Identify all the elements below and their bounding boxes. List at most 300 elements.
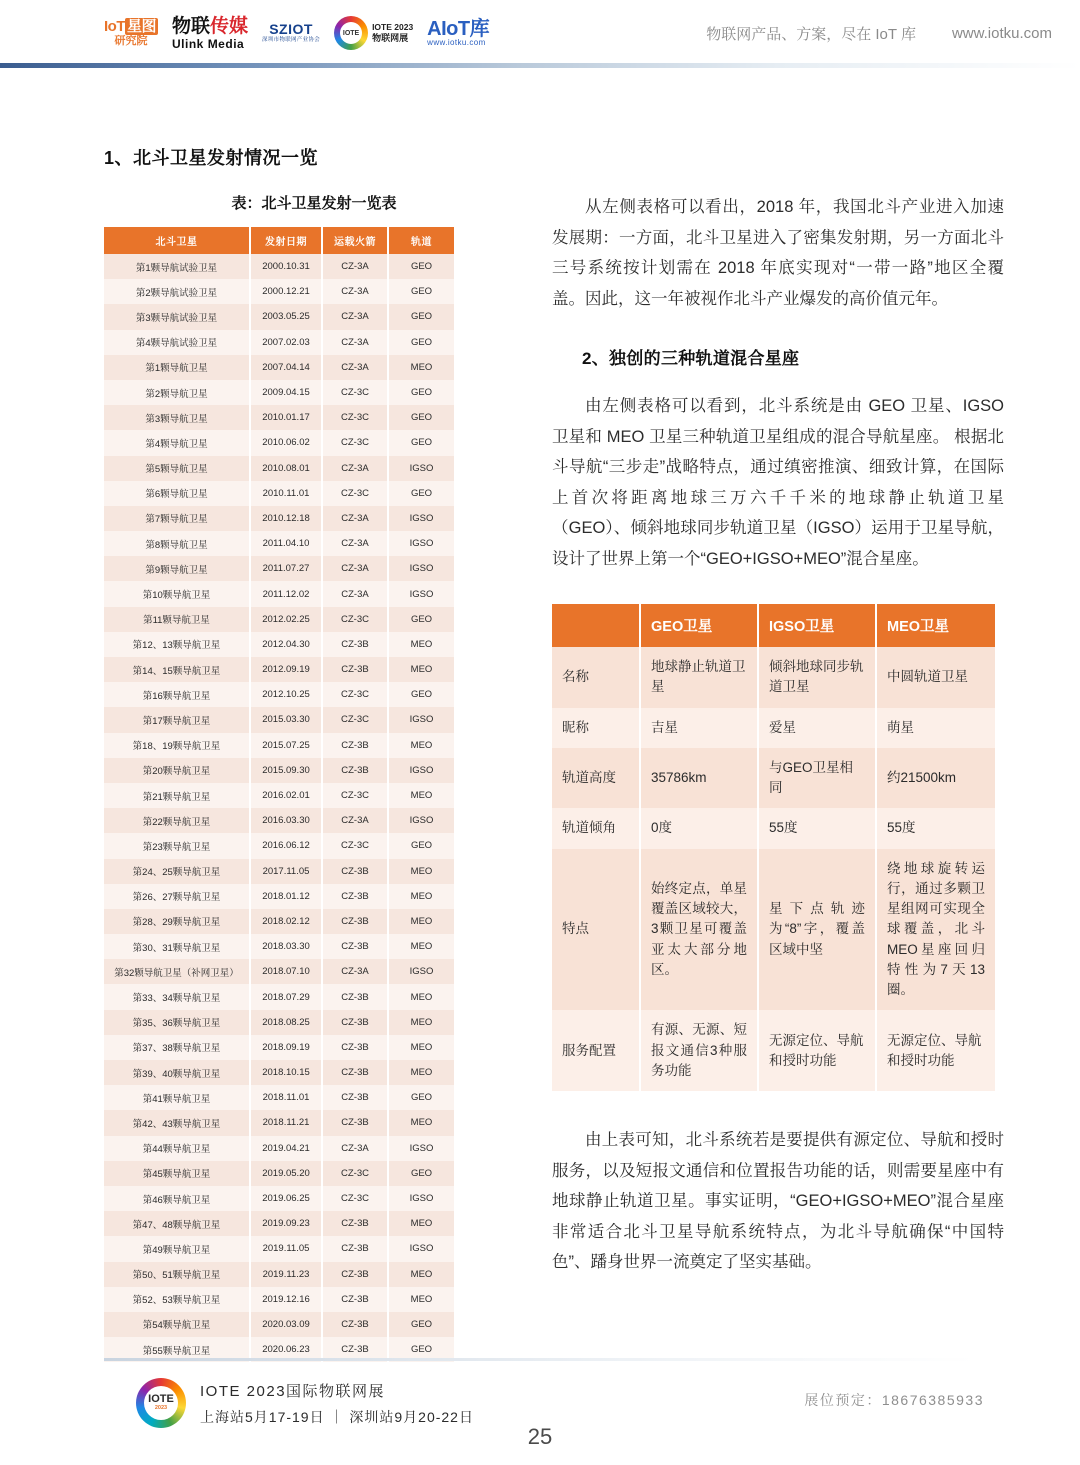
footer-logo-text: IOTE: [148, 1393, 174, 1406]
cell-orbit: GEO: [388, 1085, 454, 1110]
cell-date: 2018.07.10: [250, 959, 322, 984]
partner-logo-strip: [104, 10, 489, 56]
compare-row-label: 昵称: [552, 708, 640, 748]
cell-orbit: GEO: [388, 1161, 454, 1186]
cell-orbit: GEO: [388, 380, 454, 405]
cell-orbit: GEO: [388, 405, 454, 430]
iote-footer-logo-icon: [136, 1378, 186, 1428]
footer-booking-contact: 展位预定：18676385933: [804, 1392, 984, 1408]
cell-date: 2019.05.20: [250, 1161, 322, 1186]
cell-date: 2018.07.29: [250, 984, 322, 1009]
cell-date: 2016.03.30: [250, 808, 322, 833]
cell-satellite: 第10颗导航卫星: [104, 581, 250, 606]
cell-rocket: CZ-3B: [322, 657, 388, 682]
cell-rocket: CZ-3C: [322, 1186, 388, 1211]
cell-date: 2010.12.18: [250, 506, 322, 531]
cell-satellite: 第23颗导航卫星: [104, 833, 250, 858]
cell-rocket: CZ-3B: [322, 1236, 388, 1261]
cell-satellite: 第52、53颗导航卫星: [104, 1287, 250, 1312]
launch-col-date: 发射日期: [250, 227, 322, 254]
cell-orbit: MEO: [388, 934, 454, 959]
cell-rocket: CZ-3A: [322, 1136, 388, 1161]
cell-date: 2018.02.12: [250, 909, 322, 934]
compare-table-row: [552, 748, 995, 809]
beidou-launch-table: [104, 227, 454, 1362]
cell-rocket: CZ-3C: [322, 430, 388, 455]
cell-date: 2007.04.14: [250, 355, 322, 380]
paragraph-3: 由上表可知，北斗系统若是要提供有源定位、导航和授时服务，以及短报文通信和位置报告功能的话，则需要星座中有地球静止轨道卫星。事实证明，“GEO+IGSO+MEO”混合星座非常适合北斗卫星导航系统特点，为北斗导航确保“中国特色”、蹯身世界一流奠定了坚实基础。: [552, 1131, 1004, 1272]
cell-satellite: 第1颗导航卫星: [104, 355, 250, 380]
aiot-ku-logo: [427, 19, 489, 47]
cell-orbit: MEO: [388, 657, 454, 682]
cell-satellite: 第32颗导航卫星（补网卫星）: [104, 959, 250, 984]
cell-orbit: IGSO: [388, 959, 454, 984]
aiot-ku-logo-url: www.iotku.com: [427, 38, 486, 47]
compare-col-meo: MEO卫星: [876, 604, 995, 647]
cell-date: 2015.03.30: [250, 707, 322, 732]
cell-date: 2019.04.21: [250, 1136, 322, 1161]
cell-satellite: 第26、27颗导航卫星: [104, 884, 250, 909]
table-row: [104, 682, 454, 707]
cell-rocket: CZ-3B: [322, 1312, 388, 1337]
cell-orbit: GEO: [388, 304, 454, 329]
cell-orbit: IGSO: [388, 1186, 454, 1211]
table-row: [104, 909, 454, 934]
cell-satellite: 第33、34颗导航卫星: [104, 984, 250, 1009]
table-row: [104, 1211, 454, 1236]
table-row: [104, 808, 454, 833]
cell-rocket: CZ-3B: [322, 1211, 388, 1236]
compare-table-row: [552, 1010, 995, 1091]
cell-orbit: IGSO: [388, 1236, 454, 1261]
compare-row-label: 服务配置: [552, 1010, 640, 1091]
cell-date: 2011.07.27: [250, 556, 322, 581]
cell-rocket: CZ-3B: [322, 758, 388, 783]
cell-satellite: 第49颗导航卫星: [104, 1236, 250, 1261]
cell-orbit: IGSO: [388, 506, 454, 531]
cell-date: 2010.11.01: [250, 481, 322, 506]
cell-date: 2018.09.19: [250, 1035, 322, 1060]
cell-satellite: 第12、13颗导航卫星: [104, 632, 250, 657]
cell-rocket: CZ-3B: [322, 1287, 388, 1312]
cell-rocket: CZ-3B: [322, 984, 388, 1009]
table-row: [104, 1312, 454, 1337]
cell-satellite: 第44颗导航卫星: [104, 1136, 250, 1161]
header-tagline-group: [706, 23, 1052, 44]
cell-satellite: 第17颗导航卫星: [104, 707, 250, 732]
cell-rocket: CZ-3B: [322, 1010, 388, 1035]
cell-orbit: MEO: [388, 1110, 454, 1135]
cell-orbit: IGSO: [388, 556, 454, 581]
paragraph-1: 从左侧表格可以看出，2018 年，我国北斗产业进入加速发展期：一方面，北斗卫星进入了密集发射期，另一方面北斗三号系统按计划需在 2018 年底实现对“一带一路”地区全覆盖。因此，这一年被视作北斗产业爆发的高价值元年。: [552, 198, 1004, 308]
cell-satellite: 第54颗导航卫星: [104, 1312, 250, 1337]
aiot-tuku-logo-text-b: 星图: [127, 18, 157, 35]
iote-logo-line1: IOTE 2023: [372, 21, 414, 32]
sziot-logo: [262, 22, 320, 44]
compare-table-row: [552, 808, 995, 848]
cell-rocket: CZ-3C: [322, 707, 388, 732]
cell-orbit: GEO: [388, 682, 454, 707]
aiot-tuku-logo: [104, 19, 158, 47]
cell-satellite: 第16颗导航卫星: [104, 682, 250, 707]
two-column-layout: [0, 192, 1080, 1362]
ulink-logo-text-a: 物联: [172, 15, 211, 37]
footer-event-name: IOTE 2023国际物联网展: [200, 1382, 386, 1400]
footer-logo-year: 2023: [154, 1405, 168, 1412]
cell-date: 2018.03.30: [250, 934, 322, 959]
cell-satellite: 第55颗导航卫星: [104, 1337, 250, 1362]
cell-date: 2016.02.01: [250, 783, 322, 808]
cell-date: 2012.10.25: [250, 682, 322, 707]
cell-date: 2010.08.01: [250, 456, 322, 481]
table-row: [104, 707, 454, 732]
cell-rocket: CZ-3B: [322, 632, 388, 657]
table-row: [104, 984, 454, 1009]
compare-cell-igso: 与GEO卫星相同: [758, 748, 876, 809]
cell-date: 2018.08.25: [250, 1010, 322, 1035]
cell-orbit: GEO: [388, 1312, 454, 1337]
iote-rainbow-ring-icon: [334, 16, 368, 50]
compare-col-geo: GEO卫星: [640, 604, 758, 647]
cell-date: 2018.11.21: [250, 1110, 322, 1135]
compare-row-label: 轨道倾角: [552, 808, 640, 848]
cell-orbit: MEO: [388, 783, 454, 808]
table-row: [104, 1161, 454, 1186]
cell-orbit: IGSO: [388, 758, 454, 783]
cell-rocket: CZ-3A: [322, 304, 388, 329]
cell-rocket: CZ-3C: [322, 1161, 388, 1186]
cell-rocket: CZ-3B: [322, 1035, 388, 1060]
table-row: [104, 1035, 454, 1060]
cell-satellite: 第4颗导航卫星: [104, 430, 250, 455]
cell-orbit: IGSO: [388, 581, 454, 606]
left-column: [104, 192, 524, 1362]
table-row: [104, 783, 454, 808]
table-row: [104, 733, 454, 758]
cell-satellite: 第4颗导航试验卫星: [104, 330, 250, 355]
ulink-logo-text-b: 传媒: [210, 15, 249, 37]
table-row: [104, 1136, 454, 1161]
cell-satellite: 第3颗导航试验卫星: [104, 304, 250, 329]
cell-orbit: IGSO: [388, 808, 454, 833]
sziot-logo-mark: SZIOT: [269, 21, 313, 38]
cell-rocket: CZ-3C: [322, 682, 388, 707]
cell-satellite: 第45颗导航卫星: [104, 1161, 250, 1186]
cell-satellite: 第18、19颗导航卫星: [104, 733, 250, 758]
cell-date: 2017.11.05: [250, 859, 322, 884]
launch-table-caption: 表：北斗卫星发射一览表: [231, 195, 397, 212]
table-row: [104, 632, 454, 657]
cell-orbit: IGSO: [388, 456, 454, 481]
iote-ring-text: IOTE: [342, 29, 360, 37]
table-row: [104, 1186, 454, 1211]
cell-rocket: CZ-3A: [322, 456, 388, 481]
cell-rocket: CZ-3C: [322, 380, 388, 405]
cell-date: 2003.05.25: [250, 304, 322, 329]
cell-satellite: 第6颗导航卫星: [104, 481, 250, 506]
compare-cell-meo: 萌星: [876, 708, 995, 748]
cell-date: 2018.10.15: [250, 1060, 322, 1085]
cell-satellite: 第37、38颗导航卫星: [104, 1035, 250, 1060]
aiot-ku-logo-title: AIoT库: [427, 18, 490, 40]
table-row: [104, 531, 454, 556]
table-row: [104, 330, 454, 355]
cell-rocket: CZ-3A: [322, 531, 388, 556]
cell-rocket: CZ-3B: [322, 1085, 388, 1110]
cell-rocket: CZ-3B: [322, 909, 388, 934]
cell-rocket: CZ-3B: [322, 1060, 388, 1085]
compare-cell-igso: 无源定位、导航和授时功能: [758, 1010, 876, 1091]
cell-date: 2010.01.17: [250, 405, 322, 430]
compare-cell-geo: 始终定点，单星覆盖区域较大，3颗卫星可覆盖亚太大部分地区。: [640, 849, 758, 1011]
cell-orbit: MEO: [388, 733, 454, 758]
cell-rocket: CZ-3B: [322, 1110, 388, 1135]
cell-rocket: CZ-3B: [322, 1262, 388, 1287]
cell-orbit: GEO: [388, 833, 454, 858]
cell-rocket: CZ-3C: [322, 405, 388, 430]
section-1-title: 1、北斗卫星发射情况一览: [104, 148, 319, 168]
compare-table-body: [552, 647, 995, 1091]
cell-satellite: 第24、25颗导航卫星: [104, 859, 250, 884]
table-row: [104, 1236, 454, 1261]
cell-satellite: 第2颗导航试验卫星: [104, 279, 250, 304]
compare-row-label: 轨道高度: [552, 748, 640, 809]
cell-date: 2012.02.25: [250, 607, 322, 632]
cell-satellite: 第1颗导航试验卫星: [104, 254, 250, 279]
cell-rocket: CZ-3A: [322, 506, 388, 531]
compare-cell-geo: 0度: [640, 808, 758, 848]
cell-rocket: CZ-3C: [322, 833, 388, 858]
cell-rocket: CZ-3C: [322, 783, 388, 808]
table-row: [104, 934, 454, 959]
cell-orbit: MEO: [388, 1211, 454, 1236]
cell-date: 2020.03.09: [250, 1312, 322, 1337]
table-row: [104, 355, 454, 380]
table-row: [104, 456, 454, 481]
compare-cell-meo: 中圆轨道卫星: [876, 647, 995, 708]
table-row: [104, 556, 454, 581]
header-website: www.iotku.com: [951, 24, 1052, 42]
cell-date: 2012.04.30: [250, 632, 322, 657]
cell-satellite: 第3颗导航卫星: [104, 405, 250, 430]
cell-date: 2015.09.30: [250, 758, 322, 783]
compare-col-igso: IGSO卫星: [758, 604, 876, 647]
cell-orbit: MEO: [388, 884, 454, 909]
table-row: [104, 581, 454, 606]
cell-rocket: CZ-3B: [322, 934, 388, 959]
launch-col-satellite: 北斗卫星: [104, 227, 250, 254]
table-row: [104, 1060, 454, 1085]
footer-divider: [104, 1358, 976, 1361]
compare-cell-geo: 地球静止轨道卫星: [640, 647, 758, 708]
cell-date: 2019.06.25: [250, 1186, 322, 1211]
cell-rocket: CZ-3C: [322, 607, 388, 632]
compare-table-row: [552, 647, 995, 708]
cell-date: 2018.11.01: [250, 1085, 322, 1110]
cell-satellite: 第39、40颗导航卫星: [104, 1060, 250, 1085]
table-row: [104, 1010, 454, 1035]
cell-satellite: 第9颗导航卫星: [104, 556, 250, 581]
compare-cell-igso: 爱星: [758, 708, 876, 748]
cell-rocket: CZ-3B: [322, 884, 388, 909]
cell-orbit: IGSO: [388, 1136, 454, 1161]
table-row: [104, 1262, 454, 1287]
cell-satellite: 第20颗导航卫星: [104, 758, 250, 783]
compare-cell-igso: 55度: [758, 808, 876, 848]
cell-rocket: CZ-3A: [322, 808, 388, 833]
orbit-comparison-table: [552, 604, 995, 1091]
table-row: [104, 607, 454, 632]
cell-rocket: CZ-3C: [322, 481, 388, 506]
cell-rocket: CZ-3B: [322, 859, 388, 884]
ulink-logo-sub: Ulink Media: [172, 36, 245, 51]
cell-date: 2009.04.15: [250, 380, 322, 405]
section-2-title: 2、独创的三种轨道混合星座: [582, 349, 800, 369]
cell-date: 2011.12.02: [250, 581, 322, 606]
cell-date: 2000.12.21: [250, 279, 322, 304]
table-row: [104, 430, 454, 455]
cell-date: 2010.06.02: [250, 430, 322, 455]
launch-table-body: [104, 254, 454, 1362]
header-tagline: 物联网产品、方案，尽在 IoT 库: [706, 25, 916, 43]
cell-satellite: 第41颗导航卫星: [104, 1085, 250, 1110]
cell-orbit: MEO: [388, 632, 454, 657]
cell-date: 2012.09.19: [250, 657, 322, 682]
table-row: [104, 859, 454, 884]
table-row: [104, 657, 454, 682]
cell-rocket: CZ-3A: [322, 581, 388, 606]
aiot-tuku-logo-sub: 研究院: [114, 35, 148, 47]
compare-cell-geo: 有源、无源、短报文通信3种服务功能: [640, 1010, 758, 1091]
table-row: [104, 833, 454, 858]
page-footer: [0, 1358, 1080, 1428]
table-row: [104, 481, 454, 506]
cell-orbit: MEO: [388, 1287, 454, 1312]
cell-orbit: IGSO: [388, 707, 454, 732]
sziot-logo-sub: 深圳市物联网产业协会: [262, 37, 321, 44]
cell-orbit: GEO: [388, 279, 454, 304]
cell-satellite: 第2颗导航卫星: [104, 380, 250, 405]
cell-orbit: GEO: [388, 430, 454, 455]
table-row: [104, 1085, 454, 1110]
compare-row-label: 特点: [552, 849, 640, 1011]
cell-orbit: MEO: [388, 859, 454, 884]
cell-orbit: MEO: [388, 355, 454, 380]
compare-cell-meo: 绕地球旋转运行，通过多颗卫星组网可实现全球覆盖，北斗MEO星座回归特性为7天13圈。: [876, 849, 995, 1011]
compare-cell-igso: 星下点轨迹为“8”字，覆盖区域中坚: [758, 849, 876, 1011]
cell-satellite: 第8颗导航卫星: [104, 531, 250, 556]
table-row: [104, 506, 454, 531]
cell-rocket: CZ-3A: [322, 959, 388, 984]
cell-satellite: 第47、48颗导航卫星: [104, 1211, 250, 1236]
cell-orbit: MEO: [388, 984, 454, 1009]
compare-cell-meo: 无源定位、导航和授时功能: [876, 1010, 995, 1091]
cell-rocket: CZ-3B: [322, 1337, 388, 1362]
cell-date: 2015.07.25: [250, 733, 322, 758]
iote-2023-logo: [334, 16, 413, 50]
page-header: [0, 0, 1080, 66]
cell-date: 2007.02.03: [250, 330, 322, 355]
compare-row-label: 名称: [552, 647, 640, 708]
table-row: [104, 758, 454, 783]
cell-rocket: CZ-3A: [322, 254, 388, 279]
cell-orbit: GEO: [388, 481, 454, 506]
cell-orbit: GEO: [388, 607, 454, 632]
table-row: [104, 1110, 454, 1135]
iote-logo-line2: 物联网展: [372, 32, 409, 43]
cell-orbit: MEO: [388, 1010, 454, 1035]
page-number: 25: [527, 1424, 553, 1449]
cell-satellite: 第7颗导航卫星: [104, 506, 250, 531]
launch-table-header-row: [104, 227, 454, 254]
cell-date: 2019.11.05: [250, 1236, 322, 1261]
cell-orbit: MEO: [388, 1060, 454, 1085]
table-row: [104, 254, 454, 279]
cell-satellite: 第35、36颗导航卫星: [104, 1010, 250, 1035]
table-row: [104, 884, 454, 909]
cell-orbit: MEO: [388, 1035, 454, 1060]
compare-cell-geo: 35786km: [640, 748, 758, 809]
compare-table-row: [552, 708, 995, 748]
cell-satellite: 第5颗导航卫星: [104, 456, 250, 481]
table-row: [104, 405, 454, 430]
cell-orbit: GEO: [388, 330, 454, 355]
paragraph-2: 由左侧表格可以看到，北斗系统是由 GEO 卫星、IGSO 卫星和 MEO 卫星三种轨道卫星组成的混合导航星座。 根据北斗导航“三步走”战略特点，通过缜密推演、细致计算，在国际上首次将距离地球三万六千千米的地球静止轨道卫星（GEO）、倾斜地球同步轨道卫星（IGSO）运用于卫星导航，设计了世界上第一个“GEO+IGSO+MEO”混合星座。: [552, 397, 1004, 568]
compare-cell-meo: 约21500km: [876, 748, 995, 809]
cell-orbit: GEO: [388, 1337, 454, 1362]
right-column: [552, 192, 1004, 1362]
cell-satellite: 第22颗导航卫星: [104, 808, 250, 833]
launch-col-rocket: 运载火箭: [322, 227, 388, 254]
cell-satellite: 第46颗导航卫星: [104, 1186, 250, 1211]
compare-table-row: [552, 849, 995, 1011]
table-row: [104, 304, 454, 329]
cell-orbit: MEO: [388, 1262, 454, 1287]
aiot-tuku-logo-text-a: IoT: [104, 18, 125, 35]
cell-date: 2000.10.31: [250, 254, 322, 279]
cell-satellite: 第28、29颗导航卫星: [104, 909, 250, 934]
cell-date: 2011.04.10: [250, 531, 322, 556]
page-content: [0, 66, 1080, 1362]
launch-col-orbit: 轨道: [388, 227, 454, 254]
cell-rocket: CZ-3A: [322, 556, 388, 581]
cell-date: 2020.06.23: [250, 1337, 322, 1362]
cell-date: 2019.12.16: [250, 1287, 322, 1312]
cell-satellite: 第30、31颗导航卫星: [104, 934, 250, 959]
table-row: [104, 1287, 454, 1312]
table-row: [104, 959, 454, 984]
compare-col-blank: [552, 604, 640, 647]
cell-orbit: GEO: [388, 254, 454, 279]
cell-date: 2019.11.23: [250, 1262, 322, 1287]
cell-date: 2019.09.23: [250, 1211, 322, 1236]
table-row: [104, 279, 454, 304]
cell-satellite: 第50、51颗导航卫星: [104, 1262, 250, 1287]
table-row: [104, 380, 454, 405]
cell-satellite: 第14、15颗导航卫星: [104, 657, 250, 682]
footer-event-dates: 上海站5月17-19日 ｜ 深圳站9月20-22日: [200, 1408, 474, 1425]
compare-cell-geo: 吉星: [640, 708, 758, 748]
cell-rocket: CZ-3B: [322, 733, 388, 758]
cell-orbit: MEO: [388, 909, 454, 934]
cell-rocket: CZ-3A: [322, 355, 388, 380]
cell-rocket: CZ-3A: [322, 330, 388, 355]
cell-date: 2016.06.12: [250, 833, 322, 858]
cell-satellite: 第11颗导航卫星: [104, 607, 250, 632]
compare-header-row: [552, 604, 995, 647]
compare-cell-meo: 55度: [876, 808, 995, 848]
compare-cell-igso: 倾斜地球同步轨道卫星: [758, 647, 876, 708]
